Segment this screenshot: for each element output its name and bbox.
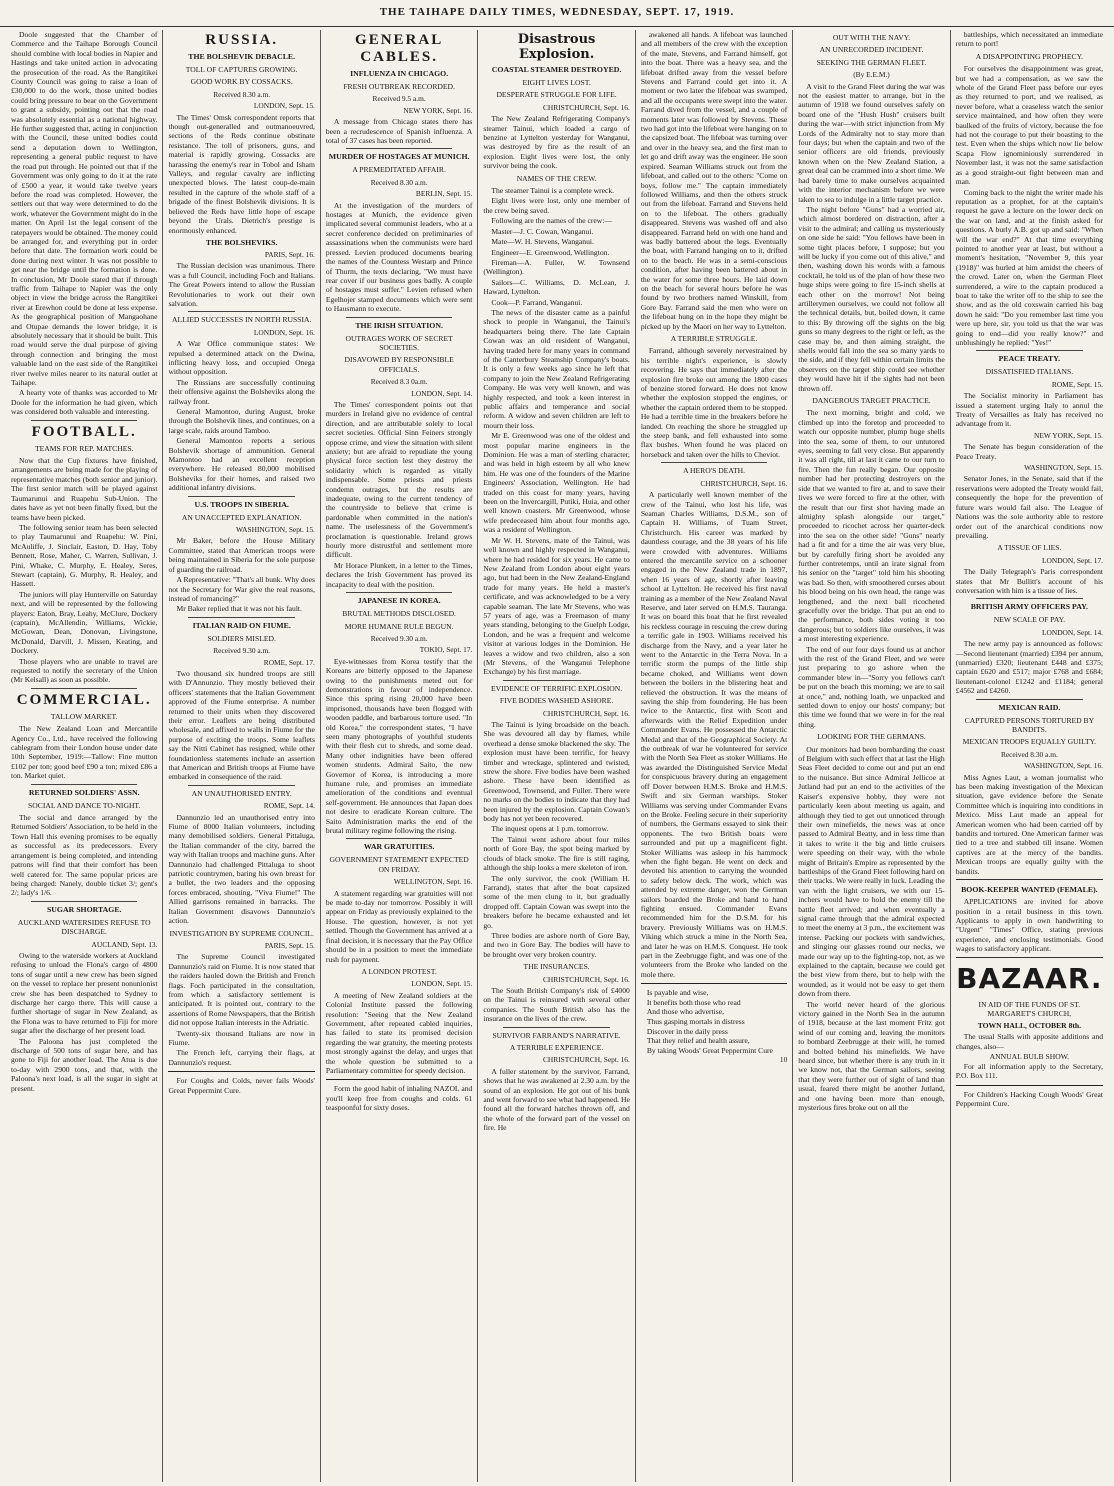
headline: U.S. TROOPS IN SIBERIA. (194, 499, 289, 509)
article-text: Mr Horace Plunkett, in a letter to the Times, declares the Irish Government has proved its incapacity to deal with the position. (325, 560, 473, 589)
verse-line: And those who advertise, (646, 1007, 724, 1017)
article-text: The social and dance arranged by the Returned Soldiers' Association, to be held in the Town Hall this evening promises to be equally as successful as its predecessors. Every arrangement is being completed, and intending patrons will find that their comfort has been well catered for. The same popular prices are being charged: Nanely, double ticket 3/; gent's 2/; lady's 1/6. (11, 813, 158, 898)
subheading: DANGEROUS TARGET PRACTICE. (812, 396, 931, 406)
article-text: The Senate has begun consideration of the Peace Treaty. (955, 442, 1104, 461)
article-text: Eight lives were lost, only one member of the crew being saved. (483, 196, 630, 215)
subheading: SURVIVOR FARRAND'S NARRATIVE. (492, 1030, 621, 1040)
dateline: PARIS, Sept. 16. (264, 249, 315, 259)
column-2 (163, 30, 320, 1482)
article-text: The news of the disaster came as a painful shock to people in Wanganui, the Tainui's headquarters being there. The late Captain Cowan was an old resident of Wanganui, having traded here for many years in command of the Canterbury Steamship Company's boats. It is only a few weeks ago since he left that company to join the New Zealand Refrigerating Company. He was very well known, and was highly respected, and took a keen interest in public affairs and temperance and social reform. A widow and seven children are left to mourn their loss. (483, 307, 630, 430)
column-7 (951, 30, 1108, 1482)
headline: BRITISH ARMY OFFICERS PAY. (970, 602, 1088, 612)
headline: PEACE TREATY. (998, 354, 1061, 364)
article-text: The Daily Telegraph's Paris correspondent states that Mr Bullitt's account of his conversation with him is a tissue of lies. (955, 567, 1104, 595)
article-text: The New Zealand Loan and Mercantile Agency Co., Ltd., have received the following cablegram from their London house under date 10th September, 1919:—Tallow: Fine mutton £102 per ton; good beef £90 a ton; mixed £86 a ton. Market quiet. (11, 724, 158, 781)
crew-list-item: Mate—W. H. Stevens, Wanganui. (491, 237, 594, 247)
dateline: LONDON, Sept. 15. (253, 101, 315, 111)
article-text: The night before "Guns" had a worried air, which almost bordered on distraction, after a visit to the admiral; and calling us mysteriously on one side he said: "You fellows have been in some tight places before, I suppose; but you will be lucky if you come out of this alive," and then, washing down his words with a famous cocktail, he told us of the plan of how these two huge ships were going to fire 15-inch shells at each other on the morrow! Not being artillerymen ourselves, we could not follow all the technical details, but, boiled down, it came to this: By throwing off the sights on the big guns so many degrees to the right or left, as the case may be, and then aiming straight, the shells would fall into the sea so many yards to the side, and if they fell within certain limits the observers on the target ship could see whether they would have hit if the sights had not been thrown off. (798, 204, 945, 393)
headline: COASTAL STEAMER DESTROYED. (491, 65, 622, 74)
article-text: A meeting of New Zealand soldiers at the Colonial Institute passed the following resolution: "Seeing that the New Zealand Government, after repeated cabled inquiries, has failed to state its promised decision regarding the war gratuity, the meeting protests most strongly against the delay, and urges that the whole question be submitted to a Parliamentary committee for speedy decision. (325, 990, 473, 1075)
article-text: The Times' Omsk correspondent reports that though out-generalled and outmanoeuvred, sections of the Reds continue obstinate resistance. The toll of prisoners, guns, and material is rapidly growing. Cossacks are harassing the enemy's rear in Tobol and Isham Valleys, and regular cavalry are inflicting unexpected blows. The latest coup-de-main resulted in the capture of the whole staff of a brigade of the finest Bolshevik divisions. It is believed the Reds have little hope of escape beyond the Urals. Dietrich's prestige is enormously enhanced. (168, 112, 315, 235)
ad-text: IN AID OF THE FUNDS OF ST. MARGARET'S CHURCH, (978, 999, 1081, 1019)
article-text: Farrand, although severely nervestrained by his terrible night's experience, is slowly recovering. He says that immediately after the explosion fire broke out among the 1800 cases of benzine stored forward. He does not know whether the explosion stopped the engines, or whether the captain ordered them to be stopped. He had a terrible time in the breakers before he landed. On reaching the shore he struggled up the steep bank, and fell exhausted into some flax bushes. When found he was placed on horseback and taken over the hills to Cheviot. (640, 346, 788, 459)
article-text: battleships, which necessitated an immediate return to port! (955, 30, 1104, 49)
crew-list-item: Sailors—C. Williams, D. McLean, J. Haward, Lyttelton. (483, 277, 630, 297)
article-text: Doole suggested that the Chamber of Commerce and the Taihape Borough Council should combine with local bodies in Napier and Hastings and take united action in advocating the prosecution of the road. As the Rangitikei County Council was going to raise a loan of £30,000 to do the work, those united bodies could bring pressure to bear on the Government to grant a subsidy, pointing out that the road was absolutely essential as a national highway. He further suggested that, acting in conjunction with the Council, these united bodies could send a deputation down to Wellington, representing a general public request to have the road put through. He pointed out that if the Government was only going to do it at the rate of £500 a year, it would take twelve years before the road was completed. However, the settlers out that way were determined to do the work, whatever the Government might do in the matter. On April 1st the legal consent of the ratepayers would be obtained. The money could be arranged for, and everything put in order before that date. The formation work could be done during next winter. It was not possible to get near the bridge until the formation is done. In conclusion, Mr Doole stated that if through traffic from Taihape to Napier was the only object in view the bridge across the Rangitikei river at Erewhon could be done at less expense. As the geographical position of Mangaohane and Otupae demands the lower bridge, it is absolutely necessary that it should be built. This road would serve the dual purpose of giving through connection and bringing the most valuable land on the east side of the Rangitikei river twelve miles nearer to its natural outlet at Taihape. (11, 30, 158, 388)
bazaar-heading: BAZAAR. (956, 961, 1103, 995)
ad-text: APPLICATIONS are invited for above position in a retail business in this town. Applicants to apply in own handwriting to "Urgent" "Times" Office, stating previous experience, and enclosing testimonials. Good wages to satisfactory applicant. (955, 897, 1104, 954)
headline: THE IRISH SITUATION. (355, 320, 443, 330)
subheading: OUT WITH THE NAVY. (832, 33, 911, 42)
verse-line: It benefits both those who read (646, 997, 741, 1007)
headline: ITALIAN RAID ON FIUME. (192, 620, 291, 630)
advertisement: Form the good habit of inhaling NAZOL and you'll keep free from coughs and colds. 61 teaspoonful for sixty doses. (325, 1084, 473, 1113)
subheading: EVIDENCE OF TERRIFIC EXPLOSION. (491, 683, 623, 693)
subheading: ALLIED SUCCESSES IN NORTH RUSSIA. (171, 315, 312, 325)
subheading: A TISSUE OF LIES. (997, 543, 1062, 553)
article-text: Dannunzio led an unauthorised entry into Fiume of 8000 Italian volunteers, including many demobilised soldiers. General Pittaluga, the Italian commander of the city, barred the way with Italian troops and machine guns. After Dannunzio had challenged Pittaluga to shoot patriotic countrymen, baring his own breast for a bullet, the two leaders and the opposing forces embraced, shouting, "Viva Fiume!" The Allied garrisons remained in barracks. The Italian Government disavows Dannunzio's action. (168, 812, 315, 926)
subheading: AN UNACCEPTED EXPLANATION. (181, 512, 302, 522)
article-text: Following are the names of the crew:— (491, 216, 612, 226)
article-text: The Tainui went ashore about four miles north of Gore Bay, the spot being marked by clouds of black smoke. The fire is still raging, although the ship looks a mere skeleton of iron. (483, 834, 630, 873)
article-text: Mr W. H. Stevens, mate of the Tainui, was well known and highly respected in Wanganui, where he had resided for six years. He came to New Zealand from London about eight years ago, but had been in the New Zealand-England trade for many years. He held a master's certificate, and was acknowledged to be a very capable seaman. The late Mr Stevens, who was 57 years of age, was a Freemason of many years standing, belonging to the Guelph Lodge, London, and he was a frequent and welcome visitor at various lodges in the Dominion. He leaves a widow and two children, also a son (Mr Stevens, of the Wanganui Telephone Exchange) by his first marriage. (483, 535, 630, 677)
article-text: Two thousand six hundred troops are still with D'Annunzio. They mostly believed their officers' statements that the Italian Government approved of the Fiume enterprise. A number returned to their units when they discovered their error. Leaflets are being distributed wholesale, and affixed to walls in Fiume for the purpose of exciting the troops. Some leaflets say the Nitti Cabinet has resigned, while other foundationless statements include an assertion that American and British troops at Fiume have embarked in consequence of the raid. (168, 668, 315, 782)
dateline: ROME, Sept. 15. (1051, 379, 1104, 389)
article-text: General Mamontoo reports a serious Bolshevik shortage of ammunition. General Mamontoo had an excellent reception everywhere. He released 80,000 mobilised Bolsheviks for their homes, and raised two additional infantry divisions. (168, 436, 315, 493)
article-text: Mr E. Greenwood was one of the oldest and most popular marine engineers in the Dominion. He was a man of sterling character, and was held in high esteem by all who knew him. He was one of the founders of the Marine Engineers' Association, Wellington. He had traded on this coast for many years, having been on the Invercargill, Putiki, Huia, and other well known coasters. Mr Greenwood, whose wife predeceased him about four months ago, was a resident of Wellington. (483, 431, 630, 535)
subheading: MEXICAN TROOPS EQUALLY GUILTY. (962, 737, 1097, 747)
subheading: AUCKLAND WATERSIDES REFUSE TO DISCHARGE. (17, 917, 151, 937)
article-text: The Paloona has just completed the discharge of 500 tons of sugar here, and has gone to Fiji for another load. The Atua is due to-day with 2900 tons, and that, with the Paloona's next load, is all the sugar in sight at present. (11, 1036, 158, 1093)
received-time: Received 8.30 a.m. (370, 177, 428, 187)
article-text: Now that the Cup fixtures have finished, arrangements are being made for the playing of representative matches (both senior and junior). The first senior match will be played against Taumarunui and Ruapehu Sub-Union. The dates have as yet not been finally fixed, but the teams have been picked. (11, 456, 158, 522)
verse-line: Thus gasping mortals in distress (646, 1017, 745, 1026)
article-text: The New Zealand Refrigerating Company's steamer Tainui, which loaded a cargo of benzine at Lyttelton yesterday for Wanganui, was destroyed by fire as the result of an explosion. Eight lives were lost, the only survivor being the cook. (483, 114, 630, 171)
article-text: awakened all hands. A lifeboat was launched and all members of the crew with the exception of the mate, Stevens, and Farrand himself, got into the boat. There was a heavy sea, and the lifeboat drifted away from the vessel before Stevens and Farrand could get into it. A moment or two later the lifeboat was swamped, and all the occupants were swept into the water. Farrand dived from the vessel, and a couple of moments later was followed by Stevens. These two had got into the lifeboat were hanging on to the capsized boat. The lifeboat was turning over and over in the heavy sea, and the first man to let go and drift away was the engineer. He soon expired. Seaman Williams struck out from the lifeboat, and called out to the others: "Come on boys, follow me." The captain immediately followed Williams, and then the others struck out from the lifeboat. Farrand and Stevens held on to the lifeboat. The others gradually disappeared. Stevens was washed off and also disappeared. Farrand held on with one hand and was badly battered about the legs. Eventually the boat, with Farrand hanging on to it, drifted on to the beach. He was in a semi-conscious condition, after having been battered about in the water for some three hours. He laid down on the beach for several hours before he was found by two brothers named Winskill, from Gore Bay. Farrand said the men who were on the lifeboat hung on in the hope they might be picked up by the Maori on her way to Lyttelton. (640, 30, 788, 331)
subheading: LOOKING FOR THE GERMANS. (817, 732, 926, 742)
subheading: A LONDON PROTEST. (361, 966, 437, 976)
article-text: The Socialist minority in Parliament has issued a statement urging Italy to annul the Treaty of Versailles as Italy has received no advantage from it. (955, 391, 1104, 429)
subheading: INVESTIGATION BY SUPREME COUNCIL. (169, 928, 314, 938)
dateline: LONDON, Sept. 17. (1042, 555, 1104, 565)
article-text: Eye-witnesses from Korea testify that the Koreans are bitterly opposed to the Japanese owing to the punishments meted out for demonstrations in favour of independence. Since this spring rising 20,000 have been imprisoned, thousands have been flogged with wooden paddle, and barbarous torture used. "In old Korea," the correspondent states, "I have seen many photographs of youthful students with their flesh cut to shreds, and some dead. Many other indignities have been offered women students. Admiral Saito, the new Governor of Korea, is introducing a more humane rule, and promises an immediate amelioration of the conditions and eventual self-government. He announces that Japan does not desire to eradicate Korean culture. The Saito Administration marks the end of the brutal military regime following the rising. (325, 656, 473, 836)
verse-line: Is payable and wise, (646, 988, 709, 998)
verse-number: 10 (779, 1055, 788, 1065)
article-text: The inquest opens at 1 p.m. tomorrow. (491, 824, 609, 834)
received-time: Received 8.3 0a.m. (370, 377, 428, 387)
article-text: A fuller statement by the survivor, Farrand, shows that he was awakened at 2.30 a.m. by the sound of an explosion. He got out of his bunk and went forward to see what had happened. He found all the forward hatches thrown off, and the whole of the forward part of the vessel on fire. He (483, 1066, 630, 1133)
article-text: General Mamontoo, during August, broke through the Bolshevik lines, and continues, on a large scale, raids around Tamboo. (168, 407, 315, 435)
received-time: Received 9.5 a.m. (372, 94, 426, 104)
article-text: The end of our four days found us at anchor with the rest of the Grand Fleet, and we were just preparing to go ashore when the commander blew in—"Sorry you fellows can't be put on the beach this morning; we are to sail at once," and, nothing loath, we unpacked and settled down to enjoy our hosts' company; but this time we found that we were in for the real thing. (798, 644, 945, 729)
subheading: SEEKING THE GERMAN FLEET. (816, 57, 927, 67)
article-text: The following senior team has been selected to play Taumarunui and Ruapehu: W. Pini, McAuliffe, J. Sinclair, Easton, D. Hay, Toby Bennett, Rose, Maher, C. Warren, Sullivan, J. Pini, Whake, C. Murphy, E. Healey, Seres, Stewart (captain), G. Murphy, R. Healey, and Hassett. (11, 522, 158, 589)
subheading: A HERO'S DEATH. (683, 466, 745, 476)
received-time: Received 8.30 a.m. (1000, 749, 1058, 759)
article-text: The Russians are successfully continuing their offensive against the Bolsheviks along the railway front. (168, 377, 315, 406)
article-text: A particularly well known member of the crew of the Tainui, who lost his life, was Seaman Charles Williams, D.S.M., son of Captain H. Williams, of Tuam Street, Christchurch. His career was marked by dauntless courage, and the 38 years of his life were crowded with adventures. Williams entered the mercantile service on a schooner engaged in the New Zealand trade in 1897, when 16 years of age, shortly after leaving school at Lyttelton. He received his first naval training as a member of the New Zealand Naval Reserve, and later served on H.M.S. Tauranga. It was on board this boat that he first revealed his reckless courage in rescuing the crew during a terrific gale in 1903. Williams received his discharge from the Navy, and a year later he went to the Antarctic in the Terra Nova. In a terrific storm the pumps of the little ship became choked, and Williams went down between the boilers in the blistering heat and relieved the obstruction. It was the means of saving the ship from foundering. He has been twice to the Antarctic, first with Scott and afterwards with the Relief Expedition under Commander Evans. He possessed the Antarctic Medal and that of the Geographical Society. At the outbreak of war he volunteered for service with the North Sea Fleet as stoker Williams. He was awarded the Distinguished Service Medal for conspicuous bravery during an engagement off Dover between H.M.S. Broke and H.M.S. Swift and six German warships. Stoker Williams was serving under Commander Evans on the Broke. Feeling secure in their superiority of numbers, the Germans essayed to sink their opponents. The two British boats were surrounded and put up a magnificent fight. Stoker Williams was asleep in his hammock when the fight began. He went on deck and devoted his attention to carrying the wounded to safety below deck. The work, which was attended by extreme danger, won the German sailors boarded the Broke and hand to hand fighting ensued. Commander Evans recommended him for the D.S.M. for his bravery. Previously Williams was on H.M.S. Viking which struck a mine in the North Sea, and later he was on H.M.S. Conquest. He took part in the Zeebrugge fight, and was one of the volunteers from the Broke who landed on the mole there. (640, 490, 788, 979)
article-text: Mr Baker replied that it was not his fault. (176, 604, 302, 614)
classified-ad (956, 879, 1103, 957)
subheading: BRUTAL METHODS DISCLOSED. (342, 609, 456, 619)
crew-list-item: Master—J. C. Cowan, Wanganui. (491, 226, 594, 236)
subheading: SOCIAL AND DANCE TO-NIGHT. (28, 800, 141, 810)
headline-disaster: Disastrous Explosion. (517, 32, 596, 62)
verse-line: By taking Woods' Great Peppermint Cure (646, 1045, 773, 1055)
dateline: ROME, Sept. 14. (263, 801, 315, 811)
article-text: A visit to the Grand Fleet during the war was not the easiest matter to arrange, but in the autumn of 1918 we found ourselves safely on board one of the "Hush Hush" cruisers built during the war—with strict injunction from My Lords of the Admiralty not to stay more than four days; but when the captain and two of the senior officers are old friends, previously known when on the New Zealand Station, a great deal can be crammed into a short time. We had barely time to make ourselves acquainted with the interior mechanism before we were taken to sea to indulge in a little target practice. (798, 81, 945, 204)
subheading: GOVERNMENT STATEMENT EXPECTED ON FRIDAY. (329, 855, 469, 874)
article-text: A statement regarding war gratuities will not be made to-day nor tomorrow. Possibly it will appear on Friday as previously explained to the House. The question, however, is not yet settled. Though the Government has arrived at a final decision, it is necessary that the Pay Office should be in a position to meet the immediate rush for payment. (325, 888, 473, 964)
subheading: A PREMEDITATED AFFAIR. (352, 165, 446, 175)
dateline: NEW YORK, Sept. 15. (1034, 430, 1104, 440)
article-text: The South British Company's risk of £4000 on the Tainui is reinsured with several other companies. The South British also has the insurance on the lives of the crew. (483, 985, 630, 1024)
crew-list-item: Fireman—A. Fuller, W. Townsend (Wellington). (483, 257, 630, 277)
column-6 (793, 30, 950, 1482)
subheading: A DISAPPOINTING PROPHECY. (975, 51, 1083, 61)
subheading: FIVE BODIES WASHED ASHORE. (499, 696, 614, 706)
byline: (By E.E.M.) (853, 70, 890, 80)
advertisement: For Children's Hacking Cough Woods' Great Peppermint Cure. (955, 1089, 1104, 1108)
ad-heading: BOOK-KEEPER WANTED (FEMALE). (961, 885, 1098, 895)
headline: SUGAR SHORTAGE. (46, 904, 122, 914)
verse-advertisement (641, 988, 787, 1065)
verse-line: That they relief and health assure, (646, 1036, 750, 1046)
dateline: WELLINGTON, Sept. 16. (393, 877, 473, 887)
article-text: Coming back to the night the writer made his reputation as a prophet, for at the captain's request he gave a lecture on the lower deck on the war on land, and at the finish asked for questions. A burly A.B. got up and said: "When will the war end?" At that time everything pointed to another year at least, but without a moment's hesitation, "November 9, this year (1918)" was hurled at him amidst the cheers of the crowd. Later on, when the German Fleet surrendered, a wire to the captain produced a boat to take the writer off to the ship to see the show, and as the old coxswain carried his bag down he said: "Do you remember last time you were up here, sir, you told us that the war was going to end—did you really know?" and unblushingly he replied: "Yes!" (955, 187, 1104, 347)
article-text: The world never heard of the glorious victory gained in the North Sea in the autumn of 1918, because at the last moment Fritz got wind of our coming and, leaving the monitors to bombard Zeebrugge at their will, he turned and bolted behind his minefields. We have heard since, but whether there is any truth in it we know not, that the German sailors, seeing that they were further out of sight of land than usual, feared there might be another Jutland, and one having been more than enough, mysterious fires broke out on all the (798, 999, 945, 1113)
subheading: SOLDIERS MISLED. (207, 633, 276, 643)
subheading: NAMES OF THE CREW. (516, 173, 597, 183)
article-text: Senator Jones, in the Senate, said that if the reservations were adopted the Treaty would fail, consequently the hope for the prevention of future wars would fail also. The League of Nations was the sole authority able to restore order out of the anarchical conditions now prevailing. (955, 474, 1104, 540)
dateline: CHRISTCHURCH, Sept. 16. (700, 478, 788, 488)
subheading: CAPTURED PERSONS TORTURED BY BANDITS. (964, 715, 1095, 734)
headline: MEXICAN RAID. (998, 702, 1061, 712)
subheading: EIGHT LIVES LOST. (522, 78, 591, 87)
dateline: LONDON, Sept. 14. (1042, 627, 1104, 637)
article-text: The Russian decision was unanimous. There was a full Council, including Foch and Italians. The Great Powers intend to allow the Russian Revolutionaries to work out their own salvation. (168, 261, 315, 308)
received-time: Received 9.30 a.m. (213, 646, 271, 656)
dateline: TOKIO, Sept. 17. (419, 645, 473, 655)
column-3 (321, 30, 478, 1482)
received-time: Received 8.30 a.m. (213, 89, 271, 99)
article-text: The next morning, bright and cold, we climbed up into the foretop and proceeded to watch our opposite number, plump huge shells into the sea, some of them, to our untutored eyes, seeming to fall very close. But apparently it was all right, till at last it came to our turn to fire. Then the fun really began. Our opposite number had her protecting destroyers on the side that we wanted to fire at, and to save their lives we were forced to fire at the other, with the result that our first shot having made an almighty splash alongside our target," proceeded to ricochet across her quarter-deck into the sea on the other side! "Guns" nearly had a fit and for a time the air was very blue, but by carefully firing short he avoided any further contretemps, until an irate signal from his senior on the "target" told him his shooting was bad. So then, with smoothered curses about his blood being on his own head, the range was lengthened, and the next ball ricocheted gracefully over the bridge. That put an end to the performance, both sides voting it too dangerous; but to soldiers like ourselves, it was a most interesting experience. (798, 408, 945, 644)
article-text: The Times' correspondent points out that murders in Ireland give no evidence of central direction, and are attributable solely to local secret societies. Official Sinn Feiners strongly oppose crime, and view the situation with silent anxiety; but are afraid to repudiate the young physical force section lest they destroy the solidarity which is regarded as vitally indispensable. Some priests and priests condemn outrages, but the results are inadequate, owing to the current tendency of the countryside to believe that crime is pardonable when committed in the nation's name. The uselessness of the Government's proclamation is questionable. Ireland grows hourly more distrustful and settlement more difficult. (325, 399, 473, 560)
article-text: Miss Agnes Laut, a woman journalist who has been making investigation of the Mexican situation, gave evidence before the Senate Committee which is inquiring into conditions in Mexico. Miss Laut made an appeal for American women who had been carried off by bandits and tortured. One American farmer was tied to a tree and stabbed till insane. Women captives are at the mercy of the bandits. Mexican troops are equally guilty with the bandits. (955, 772, 1104, 876)
received-time: Received 9.30 a.m. (370, 633, 428, 643)
dateline: CHRISTCHURCH, Sept. 16. (542, 708, 630, 718)
ad-text: For all information apply to the Secretary, P.O. Box 111. (955, 1061, 1104, 1081)
subheading: NEW SCALE OF PAY. (993, 615, 1066, 625)
dateline: CHRISTCHURCH, Sept. 16. (542, 974, 630, 984)
headline: THE BOLSHEVIKS. (205, 237, 278, 247)
article-text: Those players who are unable to travel are requested to notify the secretary of the Union (Mr Kelsall) as soon as possible. (11, 656, 158, 685)
dateline: LONDON, Sept. 16. (253, 327, 315, 337)
article-text: Twenty-six thousand Italians are now in Fiume. (168, 1028, 315, 1047)
article-text: Mr Baker, before the House Military Committee, stated that American troops were being maintained in Siberia for the sole purpose of guarding the railroad. (168, 536, 315, 574)
masthead-title: THE TAIHAPE DAILY TIMES, WEDNESDAY, SEPT. 17, 1919. (379, 6, 735, 18)
dateline: BERLIN, Sept. 15. (415, 189, 473, 199)
article-text: The Supreme Council investigated Dannunzio's raid on Fiume. It is now stated that the raiders hauled down the British and French flags. Foch participated in the consultation, from which a satisfactory settlement is anticipated. It is pointed out, contrary to the assertions of Rome Newspapers, that the British did not oppose Italian interests in the Adriatic. (168, 952, 315, 1028)
crew-list-item: Cook—P. Farrand, Wanganui. (491, 297, 583, 307)
article-text: The French left, carrying their flags, at Dannunzio's request. (168, 1048, 315, 1067)
column-5 (636, 30, 793, 1482)
headline: MURDER OF HOSTAGES AT MUNICH. (328, 152, 470, 162)
dateline: WASHINGTON, Sept. 15. (236, 525, 315, 535)
article-text: A War Office communique states: We repulsed a determined attack on the Dwina, inflicting heavy loss, and occupied Onega without opposition. (168, 339, 315, 377)
subheading: AN UNAUTHORISED ENTRY. (191, 788, 292, 798)
verse-line: Discover in the daily press (646, 1026, 728, 1036)
headline: INFLUENZA IN CHICAGO. (350, 69, 449, 78)
subheading: DESPERATE STRUGGLE FOR LIFE. (496, 90, 617, 100)
headline: WAR GRATUITIES. (363, 842, 435, 852)
subheading: A TERRIBLE STRUGGLE. (670, 334, 758, 343)
ad-text: TOWN HALL, OCTOBER 8th. (977, 1020, 1082, 1030)
subheading: MORE HUMANE RULE BEGUN. (344, 621, 454, 631)
article-text: A hearty vote of thanks was accorded to Mr Doole for the information he had given, which was considered both valuable and interesting. (11, 388, 158, 417)
section-heading-russia: RUSSIA. (205, 32, 279, 48)
article-text: Our monitors had been bombarding the coast of Belgium with such effect that at last the High Seas Fleet decided to come out and put an end to the nuisance. But since Admiral Jellicoe at Jutland had put an end to the activities of the Kaiser's expensive hobby, they were not particularly keen about meeting us again, and although they tied to get out unnoticed through their own minefields, the news was at once passed to Admiral Beatty, and in less time than it takes to write it the big and little cruisers were speeding on their way, with the whole might of Britain's Empire as represented by the battleships of the Grand Fleet following hard on their tracks. We were really in luck. Leading the van with the light cruisers, we with our 15-inchers would have to hold the enemy till the battle fleet arrived; and when eventually a signal came through that the admiral expected to meet the enemy at 3 p.m., the excitement was intense. Packing our pockets with sandwiches, and slinging our glasses round our necks, we made our way up to the fighting-top, not, as we explained to the captain, because we could get the best view from there, but to help with the wounded, as it would not be easy to get them down from there. (798, 744, 945, 999)
section-heading-commercial: COMMERCIAL. (16, 691, 152, 708)
dateline: WASHINGTON, Sept. 15. (1024, 463, 1104, 473)
column-1 (6, 30, 163, 1482)
subheading: TOLL OF CAPTURES GROWING. (185, 65, 298, 74)
dateline: WASHINGTON, Sept. 16. (1024, 761, 1104, 771)
section-heading-general-cables: GENERAL CABLES. (355, 32, 444, 65)
subheading: FRESH OUTBREAK RECORDED. (343, 82, 455, 91)
subheading: TALLOW MARKET. (50, 711, 118, 721)
article-text: The new army pay is announced as follows:—Second lieutenant (married) £394 per annum, (unmarried) £320; lieutenant £448 and £375; captain £620 and £517; major £768 and £684; lieutenant-colonel £1242 and £1184; general £4562 and £4260. (955, 639, 1104, 696)
article-text: A Representative: "That's all bunk. Why does not the Secretary for War give the real reasons, instead of romancing?" (168, 575, 315, 603)
subheading: DISSATISFIED ITALIANS. (985, 367, 1074, 377)
headline: RETURNED SOLDIERS' ASSN. (28, 787, 140, 797)
dateline: NEW YORK, Sept. 16. (403, 105, 473, 115)
dateline: CHRISTCHURCH, Sept. 16. (542, 1055, 630, 1065)
subheading: AN UNRECORDED INCIDENT. (819, 45, 924, 55)
crew-list-item: Engineer—E. Greenwood, Wellington. (491, 247, 610, 257)
subheading: THE INSURANCES. (523, 962, 590, 972)
subheading: A TERRIBLE EXPERIENCE. (509, 1043, 604, 1052)
subheading: TEAMS FOR REP. MATCHES. (34, 443, 134, 453)
article-text: The steamer Tainui is a complete wreck. (491, 186, 615, 196)
dateline: PARIS, Sept. 15. (264, 940, 315, 950)
article-text: Owing to the waterside workers at Auckland refusing to unload the Flona's cargo of 4800 tons of sugar until a new crew has been signed on the vessel to replace her present nonunionist crew she has been despatched to Sydney to discharge her cargo there. This will cause a further shortage of sugar in New Zealand, as the Flona was to have returned to Fiji for more sugar after the discharge of her present load. (11, 950, 158, 1036)
article-text: The only survivor, the cook (William H. Farrand), states that after the boat capsized some of the men clung to it, but gradually dropped off. Captain Cowan was swept into the breakers before he became exhausted and let go. (483, 873, 630, 930)
ad-text: The usual Stalls with apposite additions and changes, also— (955, 1032, 1104, 1051)
article-text: At the investigation of the murders of hostages at Munich, the evidence given implicated several communist leaders, who at a secret conference decided on preliminaries of assassinations when the communists were hard pressed. Levien produced documents bearing the names of the Countess Westarp and Prince of Thurm, the texts declaring, "We must have rear cover if our business goes badly. A couple of hostages must suffer." Levien refused when Egelhojer stamped documents which were sent to Hausmann to execute. (325, 200, 473, 314)
headline: JAPANESE IN KOREA. (357, 596, 441, 606)
article-text: For ourselves the disappointment was great, but we had a compensation, as we saw the whole of the Grand Fleet pass before our eyes as they returned to port, and we realised, as never before, what a ceaseless watch the senior service maintained, and how often they were baulked of the fruits of victory, because the foe had not the courage to put their boasting to the test. Even when the ships which now lie below Scapa Flow ignominiously surrendered in November last, it was not the same satisfaction as a good straight-out fight between man and man. (955, 64, 1104, 187)
headline: THE BOLSHEVIK DEBACLE. (188, 52, 296, 61)
masthead (0, 0, 1114, 27)
advertisement: For Coughs and Colds, never fails Woods' Great Peppermint Cure. (168, 1076, 315, 1095)
article-text: The Tainui is lying broadside on the beach. She was devoured all day by flames, while overhead a dense smoke blackened the sky. The explosion must have been terrific, for heavy timber and wreckage, splintered and twisted, strew the shore. Five bodies have been washed ashore. These have been identified as Greenwood, Townsend, and Fuller. There were no marks on the bodies to indicate that they had been injured by the explosion. Captain Cowan's body has not yet been recovered. (483, 720, 630, 824)
subheading: GOOD WORK BY COSSACKS. (190, 77, 293, 87)
dateline: LONDON, Sept. 15. (411, 979, 473, 989)
article-text: The juniors will play Hunterville on Saturday next, and will be represented by the following players: Eaton, Bray, Leahy, McClure, Dockery (captain), McAllendin, Williams, Wickie, McGowan, Dean, Donovan, Livingstone, McDonald, Darvill, J. Missen, Keating, and Dockery. (11, 589, 158, 656)
article-text: Three bodies are ashore north of Gore Bay, and two in Gore Bay. The bodies will have to be brought over very broken country. (483, 930, 630, 959)
dateline: CHRISTCHURCH, Sept. 16. (542, 102, 630, 112)
column-4 (478, 30, 635, 1482)
section-heading-football: FOOTBALL. (31, 423, 137, 440)
article-text: A message from Chicago states there has been a recrudescence of Spanish influenza. A total of 37 cases has been reported. (325, 117, 473, 146)
dateline: LONDON, Sept. 14. (411, 388, 473, 398)
dateline: AUCLAND, Sept. 13. (91, 939, 158, 949)
dateline: ROME, Sept. 17. (263, 657, 315, 667)
subheading: OUTRAGES WORK OF SECRET SOCIETIES. (345, 333, 453, 352)
ad-text: ANNUAL BULB SHOW. (989, 1052, 1070, 1062)
columns (6, 30, 1108, 1482)
subheading: DISAVOWED BY RESPONSIBLE OFFICIALS. (344, 355, 454, 374)
